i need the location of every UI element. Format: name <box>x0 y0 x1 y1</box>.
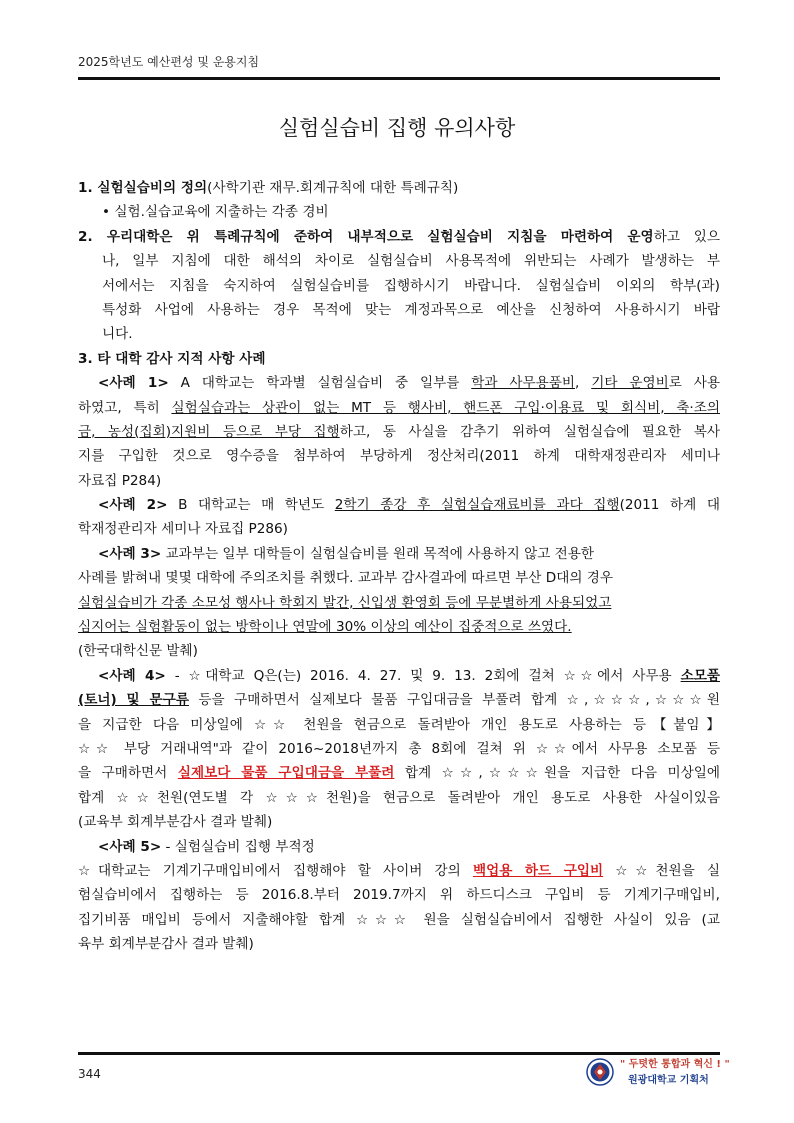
case-5-text: ☆대학교는 기계기구매입비에서 집행해야 할 사이버 강의 <box>78 862 473 879</box>
case-3-underline: 실험실습비가 각종 소모성 행사나 학회지 발간, 신입생 환영회 등에 무분별하게 사용되었고 <box>78 594 612 611</box>
section-1-bullet: • 실험.실습교육에 지출하는 각종 경비 <box>102 204 329 221</box>
case-1-text: 하고, 동 사실을 감추기 위하여 실험실습에 필요한 복사 <box>339 423 721 440</box>
case-4-line-7: (교육부 회계부분감사 결과 발췌) <box>78 814 273 831</box>
case-1-text: A 대학교는 학과별 실험실습비 중 일부를 <box>168 375 472 392</box>
case-4-tag: <사례 4> <box>98 667 166 684</box>
case-1-underline: 기타 운영비 <box>591 375 669 392</box>
page-number: 344 <box>78 1067 101 1081</box>
case-4-text: 을 구매하면서 <box>78 765 178 782</box>
section-2-line-4: 특성화 사업에 사용하는 경우 목적에 맞는 계정과목으로 예산을 신청하여 사용하시기 바랍 <box>102 301 720 318</box>
case-1-line-5: 자료집 P284) <box>78 472 162 489</box>
case-3-line-2: 사례를 밝혀내 몇몇 대학에 주의조치를 취했다. 교과부 감사결과에 따르면 부산 D대의 경우 <box>78 570 614 587</box>
case-4-red-highlight: 실제보다 물품 구입대금을 부풀려 <box>177 765 395 782</box>
case-1-underline: 실험실습과는 상관이 없는 MT 등 행사비, 핸드폰 구입·이용료 및 회식비, 축·조의 <box>171 399 720 416</box>
section-1-number: 1. <box>78 180 98 196</box>
running-head: 2025학년도 예산편성 및 운용지침 <box>78 55 260 69</box>
case-5-line-4: 집기비품 매입비 등에서 지출해야할 합계 ☆☆☆ 원을 실험실습비에서 집행한 사실이 있음 (교 <box>78 911 720 928</box>
case-1-line-4: 지를 구입한 것으로 영수증을 첨부하여 부당하게 정산처리(2011 하계 대학재정관리자 세미나 <box>78 448 720 465</box>
case-3-text: 교과부는 일부 대학들이 실험실습비를 원래 목적에 사용하지 않고 전용한 <box>161 545 595 562</box>
case-1-text: , <box>575 375 592 392</box>
case-2-line-1 <box>78 493 720 517</box>
case-5-line-2 <box>78 859 720 883</box>
section-2-bold: 우리대학은 위 특례규칙에 준하여 내부적으로 실험실습비 지침을 마련하여 운영 <box>106 228 654 245</box>
case-4-text: - ☆대학교 Q은(는) 2016. 4. 27. 및 9. 13. 2회에 걸쳐 ☆☆에서 사무용 <box>165 667 681 684</box>
case-4-line-3: 을 지급한 다음 미상일에 ☆☆ 천원을 현금으로 돌려받아 개인 용도로 사용하는 등【붙임】 <box>78 716 720 733</box>
case-1-line-1 <box>78 371 720 395</box>
case-5-tag: <사례 5> <box>98 838 162 855</box>
section-2-number: 2. <box>78 228 107 245</box>
section-2-line-3: 서에서는 지침을 숙지하여 실험실습비를 집행하시기 바랍니다. 실험실습비 이외의 학부(과) <box>102 277 720 294</box>
section-3-heading: 3. 타 대학 감사 지적 사항 사례 <box>78 350 266 367</box>
case-3-tag: <사례 3> <box>98 545 162 562</box>
case-1-tag: <사례 1> <box>98 375 169 392</box>
case-1-line-2 <box>78 396 720 420</box>
section-2-rest: 하고 있으 <box>653 228 721 245</box>
footer-organization: 원광대학교 기획처 <box>628 1075 709 1086</box>
section-2-line-2: 나, 일부 지침에 대한 해석의 차이로 실험실습비 사용목적에 위반되는 사례가 발생하는 부 <box>102 253 720 270</box>
case-5-line-3: 험실습비에서 집행하는 등 2016.8.부터 2019.7까지 위 하드디스크 구입비 등 기계기구매입비, <box>78 887 720 904</box>
case-2-tag: <사례 2> <box>98 497 168 514</box>
section-1-rest: (사학기관 재무.회계규칙에 대한 특례규칙) <box>207 180 459 196</box>
case-4-text: 합계 ☆☆,☆☆☆원을 지급한 다음 미상일에 <box>394 765 720 782</box>
case-3-line-3 <box>78 591 720 615</box>
case-2-text: B 대학교는 매 학년도 <box>167 497 335 514</box>
case-5-red-highlight: 백업용 하드 구입비 <box>472 862 604 879</box>
case-3-line-4 <box>78 615 720 639</box>
case-1-text: 로 사용 <box>668 375 721 392</box>
document-body <box>78 176 720 957</box>
case-2-underline: 2학기 종강 후 실험실습재료비를 과다 집행 <box>334 497 620 514</box>
document-title: 실험실습비 집행 유의사항 <box>278 116 516 140</box>
case-4-underline: (토너) 및 문구류 <box>78 692 189 709</box>
case-4-line-2 <box>78 688 720 712</box>
case-4-line-4: ☆☆ 부당 거래내역"과 같이 2016~2018년까지 총 8회에 걸쳐 위 ☆☆에서 사무용 소모품 등 <box>78 740 720 757</box>
case-4-line-1 <box>78 664 720 688</box>
case-4-line-6: 합계 ☆☆천원(연도별 각 ☆☆☆천원)을 현금으로 돌려받아 개인 용도로 사용한 사실이있음 <box>78 789 720 806</box>
case-2-text: (2011 하계 대 <box>619 497 721 514</box>
case-3-line-5: (한국대학신문 발췌) <box>78 643 198 660</box>
case-5-line-1 <box>78 835 720 859</box>
case-5-line-5: 육부 회계부분감사 결과 발췌) <box>78 936 254 953</box>
section-1-heading <box>78 176 720 200</box>
section-1-bold: 실험실습비의 정의 <box>97 180 208 196</box>
case-4-underline: 소모품 <box>680 667 720 684</box>
case-3-underline: 심지어는 실험활동이 없는 방학이나 연말에 30% 이상의 예산이 집중적으로 쓰였다. <box>78 619 572 636</box>
university-seal-icon <box>586 1058 614 1086</box>
case-1-text: 하였고, 특히 <box>78 399 172 416</box>
footer-slogan: " 두텻한 통합과 혁신 ! " <box>620 1059 730 1070</box>
case-3-line-1 <box>78 542 720 566</box>
case-1-underline: 학과 사무용품비 <box>471 375 576 392</box>
section-2-line-1 <box>78 225 720 249</box>
case-1-line-3 <box>78 420 720 444</box>
top-rule <box>78 77 720 80</box>
case-2-line-2: 학재정관리자 세미나 자료집 P286) <box>78 521 288 538</box>
case-4-line-5 <box>78 761 720 785</box>
case-1-underline: 금, 농성(집회)지원비 등으로 부당 집행 <box>78 423 340 440</box>
section-2-line-5: 니다. <box>102 326 133 343</box>
case-5-text: ☆☆천원을 실 <box>603 862 720 879</box>
case-5-text: - 실험실습비 집행 부적정 <box>161 838 315 855</box>
case-4-text: 등을 구매하면서 실제보다 물품 구입대금을 부풀려 합계 ☆,☆☆☆,☆☆☆원 <box>188 692 720 709</box>
